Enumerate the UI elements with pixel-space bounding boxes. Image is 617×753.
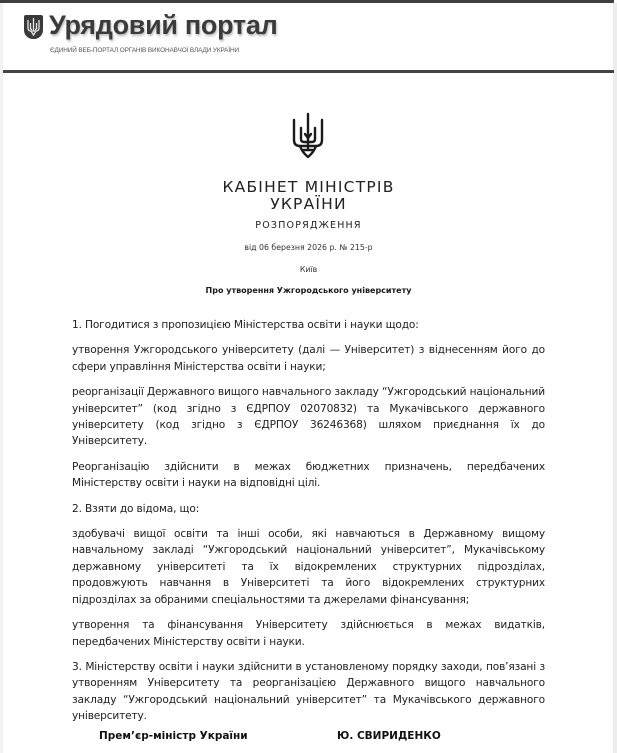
paragraph-1: 1. Погодитися з пропозицією Міністерства освіти і науки щодо: bbox=[72, 319, 419, 331]
organization-line-2: УКРАЇНИ bbox=[270, 195, 347, 213]
document-body bbox=[72, 317, 545, 725]
paragraph-1-a: утворення Ужгородського університету (далі — Університет) з віднесенням його до сфери управління Міністерства освіти і науки; bbox=[72, 344, 545, 373]
document-type: РОЗПОРЯДЖЕННЯ bbox=[255, 220, 362, 231]
document-subject: Про утворення Ужгородського університету bbox=[205, 286, 412, 295]
paragraph-1-c: Реорганізацію здійснити в межах бюджетних призначень, передбачених Міністерству освіти і науки на відповідні цілі. bbox=[72, 460, 545, 490]
trident-icon bbox=[290, 112, 326, 164]
paragraph-2-b: утворення та фінансування Університету здійснюється в межах видатків, передбачених Міністерству освіти і науки. bbox=[72, 619, 545, 648]
paragraph-1-b: реорганізації Державного вищого навчального закладу “Ужгородський національний університет” (код згідно з ЄДРПОУ 02070832) та Мукачівського державного університету (код згідно з ЄДРПОУ 36246368) шляхом приєднання їх до Університету. bbox=[72, 386, 545, 448]
header-divider bbox=[3, 70, 614, 73]
top-border bbox=[0, 0, 614, 3]
trident-coat-of-arms-icon bbox=[24, 15, 43, 39]
signatory-name: Ю. СВИРИДЕНКО bbox=[337, 730, 441, 742]
paragraph-3: 3. Міністерству освіти і науки здійснити в установленому порядку заходи, пов’язані з утворенням Університету та реорганізацією Державного вищого навчального закладу “Ужгородський національний університет” та Мукачівського державного університету. bbox=[72, 660, 545, 723]
right-scroll-edge bbox=[613, 3, 617, 753]
document-city: Київ bbox=[299, 265, 318, 274]
left-edge bbox=[0, 3, 3, 753]
paragraph-2: 2. Взяти до відома, що: bbox=[72, 502, 200, 515]
signatory-position: Прем’єр-міністр України bbox=[99, 730, 248, 742]
portal-subtitle: ЄДИНИЙ ВЕБ-ПОРТАЛ ОРГАНІВ ВИКОНАВЧОЇ ВЛАДИ УКРАЇНИ bbox=[50, 47, 240, 54]
document-date-number: від 06 березня 2026 р. № 215-р bbox=[244, 243, 373, 252]
organization-line-1: КАБІНЕТ МІНІСТРІВ bbox=[222, 178, 395, 196]
portal-title[interactable]: Урядовий портал bbox=[49, 10, 278, 40]
organization-title bbox=[0, 179, 617, 213]
paragraph-2-a: здобувачі вищої освіти та інші особи, які навчаються в Державному вищому навчальному закладі “Ужгородський національний університет”, Мукачівському державному університеті та їх відокремлених структурних підрозділах, продовжують навчання в Університеті та його відокремлених структурних підрозділах за обраними спеціальностями та джерелами фінансування; bbox=[72, 528, 545, 606]
